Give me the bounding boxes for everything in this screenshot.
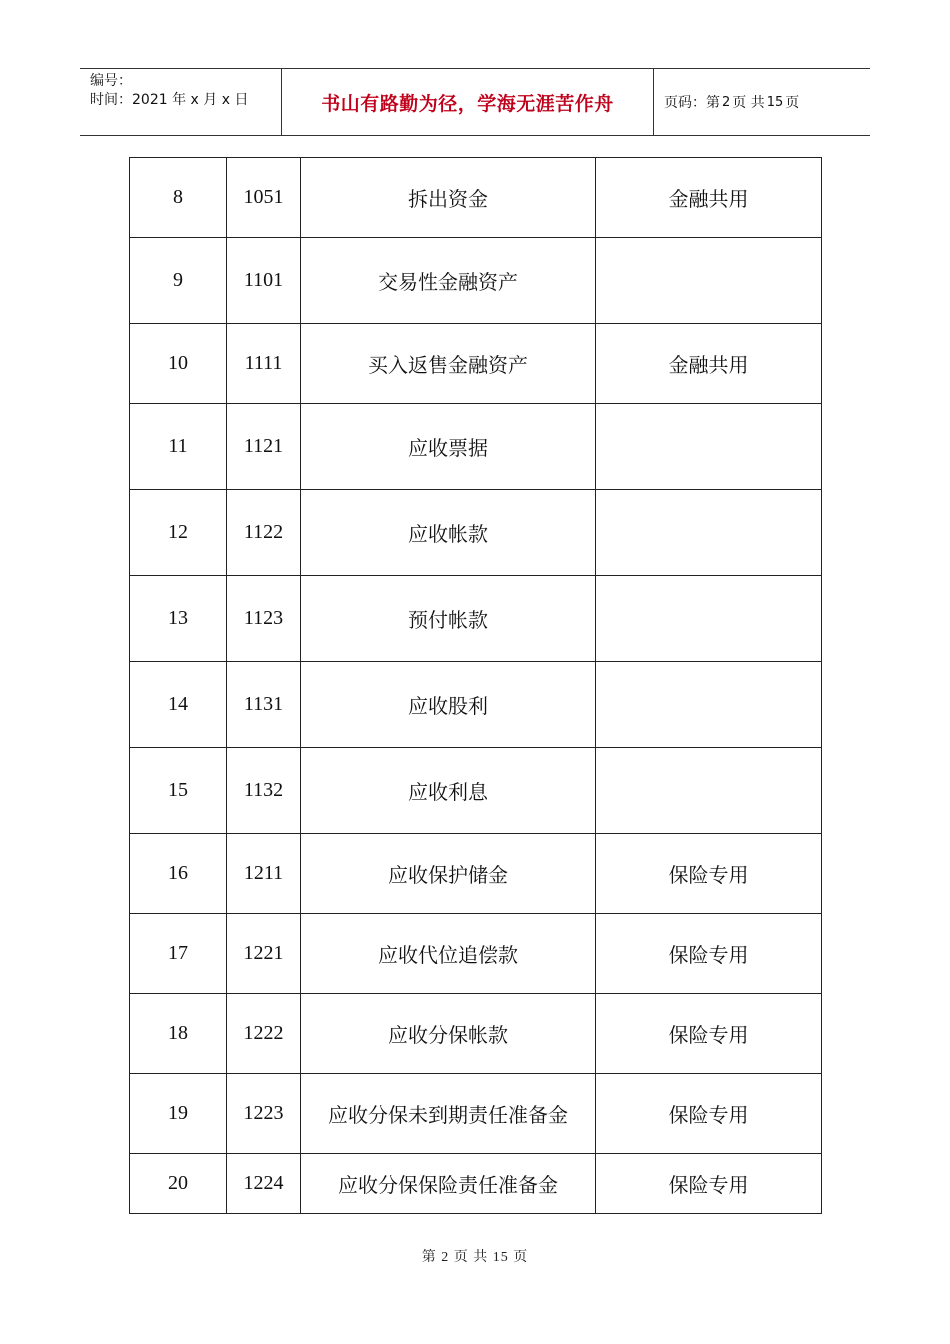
account-note-cell: 金融共用 bbox=[596, 324, 822, 404]
account-code-cell: 1222 bbox=[227, 994, 301, 1074]
table-row bbox=[130, 662, 822, 748]
account-note-cell: 保险专用 bbox=[596, 1074, 822, 1154]
account-name-cell: 应收帐款 bbox=[301, 490, 596, 576]
row-index-cell: 20 bbox=[130, 1154, 227, 1214]
account-name-cell: 应收票据 bbox=[301, 404, 596, 490]
account-name-cell: 预付帐款 bbox=[301, 576, 596, 662]
account-note-cell bbox=[596, 576, 822, 662]
table-row bbox=[130, 158, 822, 238]
account-code-cell: 1132 bbox=[227, 748, 301, 834]
account-name-cell: 应收分保未到期责任准备金 bbox=[301, 1074, 596, 1154]
document-number-label: 编号： bbox=[90, 73, 132, 89]
account-code-cell: 1111 bbox=[227, 324, 301, 404]
table-row bbox=[130, 1074, 822, 1154]
accounts-table bbox=[129, 157, 822, 1214]
account-note-cell: 保险专用 bbox=[596, 834, 822, 914]
row-index-cell: 10 bbox=[130, 324, 227, 404]
row-index-cell: 13 bbox=[130, 576, 227, 662]
page-prefix: 页码：第 bbox=[664, 95, 720, 111]
table-row bbox=[130, 238, 822, 324]
page-header bbox=[80, 68, 870, 136]
table-row bbox=[130, 834, 822, 914]
row-index-cell: 19 bbox=[130, 1074, 227, 1154]
row-index-cell: 14 bbox=[130, 662, 227, 748]
account-code-cell: 1122 bbox=[227, 490, 301, 576]
page-total: 15 bbox=[766, 94, 784, 110]
account-name-cell: 应收代位追偿款 bbox=[301, 914, 596, 994]
row-index-cell: 15 bbox=[130, 748, 227, 834]
accounts-table-body bbox=[130, 158, 822, 1214]
account-note-cell: 保险专用 bbox=[596, 914, 822, 994]
page-current: 2 bbox=[722, 94, 731, 110]
row-index-cell: 9 bbox=[130, 238, 227, 324]
account-note-cell bbox=[596, 748, 822, 834]
row-index-cell: 17 bbox=[130, 914, 227, 994]
account-code-cell: 1211 bbox=[227, 834, 301, 914]
header-meta bbox=[80, 69, 281, 135]
account-code-cell: 1121 bbox=[227, 404, 301, 490]
account-name-cell: 交易性金融资产 bbox=[301, 238, 596, 324]
account-name-cell: 应收保护储金 bbox=[301, 834, 596, 914]
row-index-cell: 18 bbox=[130, 994, 227, 1074]
account-name-cell: 应收股利 bbox=[301, 662, 596, 748]
table-row bbox=[130, 490, 822, 576]
page-suffix: 页 bbox=[785, 95, 800, 111]
table-row bbox=[130, 914, 822, 994]
account-name-cell: 应收分保帐款 bbox=[301, 994, 596, 1074]
account-name-cell: 买入返售金融资产 bbox=[301, 324, 596, 404]
row-index-cell: 8 bbox=[130, 158, 227, 238]
account-note-cell bbox=[596, 238, 822, 324]
row-index-cell: 12 bbox=[130, 490, 227, 576]
account-code-cell: 1051 bbox=[227, 158, 301, 238]
account-code-cell: 1223 bbox=[227, 1074, 301, 1154]
account-code-cell: 1101 bbox=[227, 238, 301, 324]
row-index-cell: 16 bbox=[130, 834, 227, 914]
account-code-cell: 1221 bbox=[227, 914, 301, 994]
table-row bbox=[130, 576, 822, 662]
account-note-cell: 保险专用 bbox=[596, 994, 822, 1074]
account-note-cell: 金融共用 bbox=[596, 158, 822, 238]
table-row bbox=[130, 324, 822, 404]
account-note-cell bbox=[596, 662, 822, 748]
table-row bbox=[130, 748, 822, 834]
table-row bbox=[130, 404, 822, 490]
account-note-cell bbox=[596, 490, 822, 576]
table-row bbox=[130, 994, 822, 1074]
account-name-cell: 应收分保保险责任准备金 bbox=[301, 1154, 596, 1214]
account-note-cell: 保险专用 bbox=[596, 1154, 822, 1214]
account-note-cell bbox=[596, 404, 822, 490]
header-page-indicator bbox=[654, 69, 870, 135]
row-index-cell: 11 bbox=[130, 404, 227, 490]
account-code-cell: 1123 bbox=[227, 576, 301, 662]
account-code-cell: 1131 bbox=[227, 662, 301, 748]
account-code-cell: 1224 bbox=[227, 1154, 301, 1214]
header-motto: 书山有路勤为径，学海无涯苦作舟 bbox=[281, 69, 654, 135]
account-name-cell: 应收利息 bbox=[301, 748, 596, 834]
account-name-cell: 拆出资金 bbox=[301, 158, 596, 238]
page-footer: 第 2 页 共 15 页 bbox=[421, 1250, 529, 1265]
table-row bbox=[130, 1154, 822, 1214]
page-middle: 页 共 bbox=[732, 95, 765, 111]
document-time: 时间：2021 年 x 月 x 日 bbox=[90, 92, 249, 108]
